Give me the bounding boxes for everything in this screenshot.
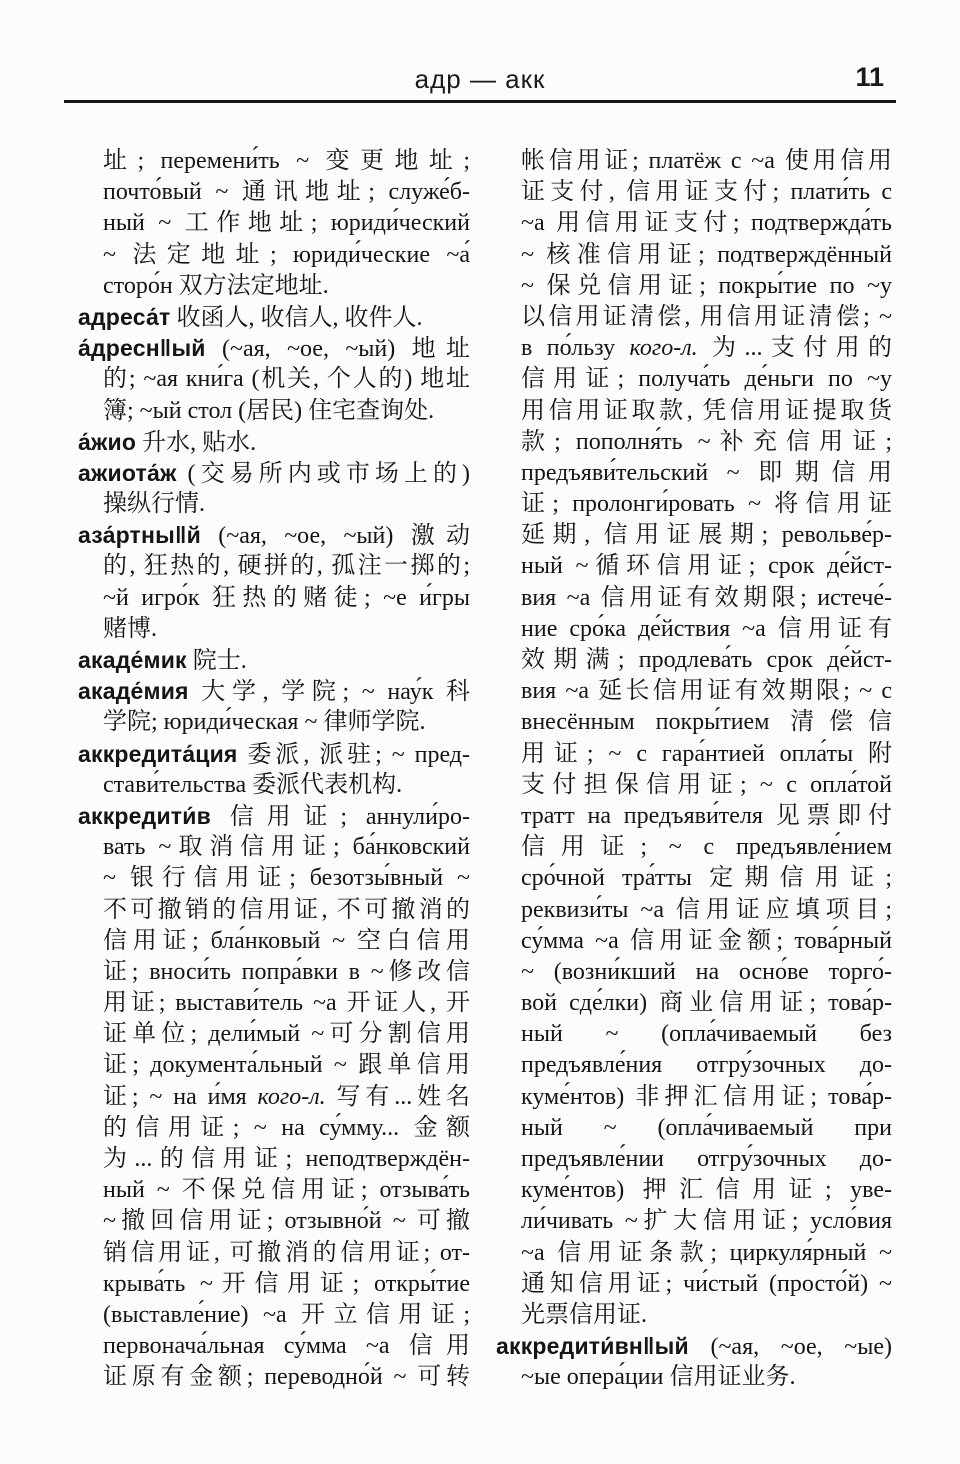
body-text: ~ 保兑信用证; покры́тие по ~у [521, 272, 892, 299]
body-text: 用信用证取款, 凭信用证提取货 [521, 397, 892, 424]
dictionary-line [78, 614, 470, 645]
body-text: предъявле́ния отгру́зочных до- [521, 1052, 892, 1079]
body-text: вать ~取消信用证; ба́нковский [103, 834, 470, 861]
body-text: внесённым покры́тием 清偿信 [521, 709, 892, 736]
body-text: ли́чивать ~扩大信用证; усло́вия [521, 1208, 892, 1235]
body-text: ~ 法定地址; юриди́ческие ~а́ [103, 241, 470, 268]
dictionary-line [496, 551, 892, 582]
body-text: сро́чной тра́тты 定期信用证; [521, 865, 892, 892]
dictionary-line [78, 551, 470, 582]
body-text: 通知信用证; чи́стый (просто́й) ~ [521, 1270, 892, 1297]
body-text: 址; перемени́ть ~ 变更地址; [103, 148, 470, 174]
dictionary-line [496, 240, 892, 271]
dictionary-line [496, 863, 892, 894]
dictionary-line [78, 801, 470, 832]
running-head: адр — акк [414, 64, 546, 94]
body-text: 证单位; дели́мый ~可分割信用 [103, 1021, 470, 1048]
headword: а́дресн‖ый [78, 335, 206, 362]
body-text: ~撤回信用证; отзывно́й ~ 可撤 [103, 1208, 470, 1235]
body-text: сторо́н 双方法定地址. [103, 272, 329, 299]
body-text: ~ые опера́ции 信用证业务. [521, 1364, 796, 1391]
dictionary-line [496, 1019, 892, 1050]
headword: акаде́мик [78, 647, 187, 673]
body-text: стави́тельства 委派代表机构. [103, 771, 403, 798]
body-text: 的信用证; ~ на су́мму... 金额 [103, 1114, 470, 1141]
dictionary-line [78, 645, 470, 676]
headword: аккредита́ция [78, 740, 238, 767]
dictionary-line [496, 645, 892, 676]
body-text: 延期, 信用证展期; револьве́р- [521, 522, 892, 549]
body-text: 信用证; получа́ть де́ньги по ~у [521, 366, 892, 393]
body-text: 支付担保信用证; ~ с опла́той [521, 771, 892, 798]
text-columns [78, 146, 892, 1394]
dictionary-line [78, 957, 470, 988]
body-text: 的, 狂热的, 硬拼的, 孤注一掷的; [103, 553, 470, 580]
body-text: ный ~ 不保兑信用证; отзыва́ть [103, 1177, 470, 1204]
dictionary-line [496, 895, 892, 926]
italic-text: кого-л. [629, 335, 698, 362]
body-text: 簿; ~ый стол (居民) 住宅查询处. [103, 397, 435, 424]
dictionary-line [496, 1050, 892, 1081]
dictionary-line [496, 770, 892, 801]
dictionary-line [496, 1238, 892, 1269]
body-text: 证; пролонги́ровать ~ 将信用证 [521, 491, 892, 518]
body-text: 效期满; продлева́ть срок де́йст- [521, 647, 892, 673]
body-text: (~ая, ~ое, ~ый) 地址 [205, 336, 470, 363]
headword: аза́ртны‖й [78, 522, 201, 549]
dictionary-line [496, 1362, 892, 1393]
body-text: куме́нтов) 押汇信用证; уве- [521, 1177, 892, 1204]
body-text: вия ~а 延长信用证有效期限; ~ с [521, 678, 892, 705]
dictionary-line [496, 1175, 892, 1206]
body-text: 为...支付用的 [697, 335, 892, 362]
dictionary-line [496, 1300, 892, 1331]
dictionary-line [78, 676, 470, 707]
dictionary-line [78, 1300, 470, 1331]
dictionary-line [496, 614, 892, 645]
body-text: вой сде́лки) 商业信用证; това́р- [521, 990, 892, 1017]
body-text: ~ 银行信用证; безотзы́вный ~ [103, 865, 470, 892]
body-text: ный ~ (опла́чиваемый без [521, 1021, 892, 1048]
dictionary-line [78, 1238, 470, 1269]
body-text: 写有...姓名 [325, 1083, 471, 1110]
dictionary-line [78, 396, 470, 427]
body-text: (выставле́ние) ~а 开立信用证; [103, 1301, 470, 1328]
body-text: 证支付, 信用证支付; плати́ть с [521, 179, 892, 206]
dictionary-line [496, 1269, 892, 1300]
dictionary-line [78, 458, 470, 489]
body-text: 款; пополня́ть ~补充信用证; [521, 428, 892, 455]
body-text: вия ~а 信用证有效期限; истече́- [521, 584, 892, 611]
dictionary-line [496, 1331, 892, 1362]
dictionary-line [496, 832, 892, 863]
dictionary-line [78, 427, 470, 458]
body-text: 赌博. [103, 615, 157, 642]
dictionary-line [78, 177, 470, 208]
body-text: 收函人, 收信人, 收件人. [170, 304, 423, 331]
dictionary-line [496, 427, 892, 458]
body-text: 证; ~ на и́мя [103, 1083, 258, 1110]
headword: акаде́мия [78, 678, 189, 705]
body-text: первонача́льная су́мма ~а 信用 [103, 1333, 470, 1360]
body-text: почто́вый ~ 通讯地址; служе́б- [103, 179, 470, 206]
dictionary-line [78, 988, 470, 1019]
dictionary-line [496, 177, 892, 208]
dictionary-line [496, 146, 892, 177]
body-text: ~ 核准信用证; подтверждённый [521, 241, 892, 268]
dictionary-line [78, 208, 470, 239]
body-text: (~ая, ~ое, ~ый) 激动 [200, 523, 470, 550]
dictionary-line [78, 895, 470, 926]
dictionary-line [78, 1144, 470, 1175]
dictionary-line [496, 1113, 892, 1144]
body-text: предъявле́нии отгру́зочных до- [521, 1146, 892, 1172]
body-text: 为...的信用证; неподтверждён- [103, 1146, 470, 1172]
dictionary-line [78, 240, 470, 271]
headword: адреса́т [78, 303, 171, 330]
body-text: ~а 用信用证支付; подтвержда́ть [521, 210, 892, 237]
dictionary-line [78, 333, 470, 364]
body-text: 以信用证清偿, 用信用证清偿; ~ [521, 303, 892, 330]
dictionary-line [78, 863, 470, 894]
body-text: предъяви́тельский ~ 即期信用 [521, 459, 892, 486]
dictionary-line [78, 302, 470, 333]
dictionary-line [496, 271, 892, 302]
dictionary-line [496, 458, 892, 489]
body-text: 证原有金额; переводно́й ~ 可转 [103, 1364, 470, 1391]
dictionary-line [78, 364, 470, 395]
body-text: ный ~ 工作地址; юриди́ческий [103, 210, 470, 237]
body-text: 委派, 派驻; ~ пред- [237, 741, 470, 768]
headword: аккредити́в [78, 802, 211, 829]
dictionary-line [78, 583, 470, 614]
body-text: 学院; юриди́ческая ~ 律师学院. [103, 709, 426, 736]
dictionary-line [496, 583, 892, 614]
dictionary-line [496, 1206, 892, 1237]
dictionary-line [496, 676, 892, 707]
dictionary-line [78, 1050, 470, 1081]
dictionary-line [78, 926, 470, 957]
header-rule [64, 100, 896, 103]
dictionary-line [496, 489, 892, 520]
dictionary-line [78, 770, 470, 801]
body-text: ~й игро́к 狂热的赌徒; ~е и́гры [103, 584, 470, 611]
body-text: 信用证; ~ с предъявле́нием [521, 834, 892, 861]
italic-text: кого-л. [257, 1083, 326, 1110]
dictionary-line [78, 707, 470, 738]
dictionary-line [496, 302, 892, 333]
dictionary-line [78, 271, 470, 302]
body-text: 大学, 学院; ~ нау́к 科 [188, 679, 470, 706]
dictionary-line [78, 1019, 470, 1050]
body-text: 信用证; бла́нковый ~ 空白信用 [103, 927, 470, 954]
body-text: 证; вноси́ть попра́вки в ~修改信 [103, 958, 470, 985]
dictionary-line [78, 1269, 470, 1300]
headword: ажиота́ж [78, 459, 177, 486]
dictionary-line [78, 1175, 470, 1206]
body-text: 的; ~ая кни́га (机关, 个人的) 地址 [103, 366, 470, 393]
body-text: 光票信用证. [521, 1301, 647, 1328]
dictionary-line [496, 926, 892, 957]
dictionary-line [496, 396, 892, 427]
body-text: 帐信用证; платёж с ~а 使用信用 [521, 148, 892, 174]
headword: а́жио [78, 428, 137, 455]
body-text: 升水, 贴水. [136, 429, 257, 456]
dictionary-line [78, 1082, 470, 1113]
body-text: ный ~循环信用证; срок де́йст- [521, 553, 892, 580]
dictionary-line [78, 520, 470, 551]
body-text: су́мма ~а 信用证金额; това́рный [521, 927, 892, 954]
body-text: 院士. [186, 648, 247, 674]
dictionary-line [496, 707, 892, 738]
dictionary-line [496, 1082, 892, 1113]
dictionary-line [496, 957, 892, 988]
body-text: 用证; выстави́тель ~а 开证人, 开 [103, 990, 470, 1017]
left-column [78, 146, 470, 1394]
dictionary-line [496, 520, 892, 551]
dictionary-line [496, 208, 892, 239]
dictionary-line [496, 364, 892, 395]
dictionary-line [496, 988, 892, 1019]
dictionary-line [78, 489, 470, 520]
dictionary-line [78, 1206, 470, 1237]
body-text: тратт на предъяви́теля 见票即付 [521, 802, 892, 829]
body-text: ный ~ (опла́чиваемый при [521, 1114, 892, 1141]
page-number: 11 [855, 62, 884, 92]
body-text: ние сро́ка де́йствия ~а 信用证有 [521, 615, 892, 642]
body-text: ~ (возни́кший на осно́ве торго́- [521, 958, 892, 985]
body-text: 不可撤销的信用证, 不可撤消的 [103, 896, 470, 923]
body-text: крыва́ть ~开信用证; откры́тие [103, 1270, 470, 1297]
body-text: куме́нтов) 非押汇信用证; това́р- [521, 1083, 892, 1110]
headword: аккредити́вн‖ый [496, 1333, 689, 1360]
dictionary-line [78, 832, 470, 863]
body-text: 证; документа́льный ~ 跟单信用 [103, 1052, 470, 1079]
right-column [496, 146, 892, 1394]
body-text: в по́льзу [521, 335, 630, 362]
body-text: 操纵行情. [103, 491, 205, 518]
dictionary-line [78, 739, 470, 770]
body-text: 信用证; аннули́ро- [210, 803, 470, 830]
dictionary-line [496, 333, 892, 364]
dictionary-line [78, 146, 470, 177]
body-text: реквизи́ты ~а 信用证应填项目; [521, 896, 892, 923]
body-text: (交易所内或市场上的) [176, 460, 470, 487]
dictionary-line [496, 739, 892, 770]
body-text: ~а 信用证条款; циркуля́рный ~ [521, 1239, 892, 1266]
dictionary-line [78, 1113, 470, 1144]
body-text: 销信用证, 可撤消的信用证; от- [103, 1239, 470, 1266]
dictionary-line [496, 1144, 892, 1175]
dictionary-line [78, 1362, 470, 1393]
dictionary-line [78, 1331, 470, 1362]
body-text: (~ая, ~ое, ~ые) [688, 1334, 892, 1361]
body-text: 用证; ~ с гара́нтией опла́ты 附 [521, 740, 892, 767]
dictionary-line [496, 801, 892, 832]
